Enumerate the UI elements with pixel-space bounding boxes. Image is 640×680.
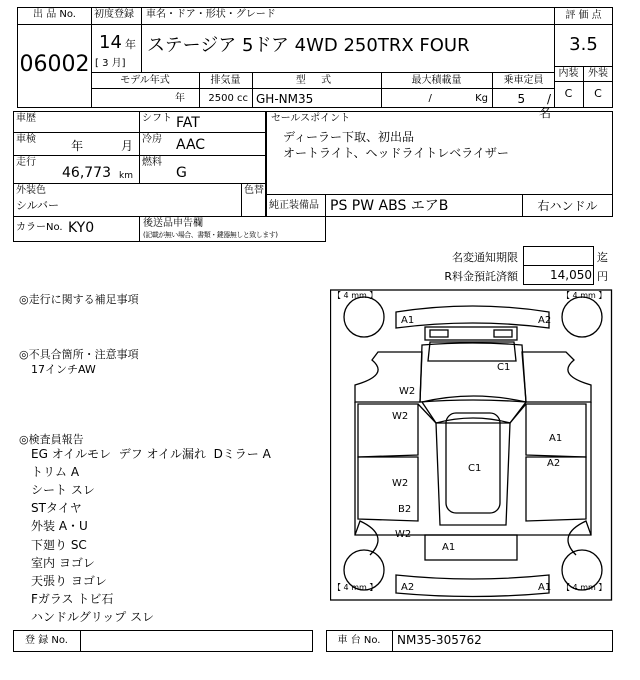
sales-point-label: セールスポイント [271, 113, 351, 124]
color-no-value: KY0 [68, 220, 95, 236]
inspector-item: 下廻り SC [31, 538, 87, 552]
inspector-item: Fガラス トビ石 [31, 592, 114, 606]
name-change-unit: 迄 [597, 251, 608, 264]
max-load-value: / Kg [428, 93, 488, 104]
sales-point-2: オートライト、ヘッドライトレベライザー [283, 146, 509, 160]
mark-left-rear: W2 [395, 529, 412, 540]
color-no-label: カラーNo. [16, 222, 63, 233]
sales-point-1: ディーラー下取、初出品 [283, 130, 415, 144]
shift-label: シフト [142, 113, 172, 124]
mark-left-rear-door: W2 [392, 478, 409, 489]
model-year-label: モデル年式 [120, 75, 170, 86]
recycle-value: 14,050 [550, 268, 592, 282]
car-name: ステージア 5ドア 4WD 250TRX FOUR [147, 35, 470, 56]
lot-number: 06002 [19, 52, 90, 77]
defect-item: 17インチAW [31, 363, 96, 376]
reg-no-label: 登 録 No. [25, 635, 68, 646]
inspector-item: STタイヤ [31, 501, 82, 515]
car-condition-diagram [330, 285, 614, 605]
mark-right-rear-door: A2 [547, 458, 561, 469]
mark-front-bumper-left: A1 [401, 315, 415, 326]
inspector-item: EG オイルモレ デフ オイル漏れ Dミラー A [31, 447, 271, 461]
exterior-label: 外装 [588, 68, 608, 79]
defects-label: ◎不具合箇所・注意事項 [19, 348, 139, 361]
history-label: 車歴 [16, 113, 36, 124]
inspector-item: ハンドルグリップ スレ [31, 610, 155, 624]
ac-value: AAC [176, 137, 206, 153]
score-value: 3.5 [569, 34, 598, 55]
mark-rear-hatch: A1 [442, 542, 456, 553]
color-change-label: 色替 [244, 185, 264, 196]
mark-left-quarter: B2 [398, 504, 412, 515]
year-unit: 年 [125, 38, 136, 51]
fuel-label: 燃料 [142, 157, 162, 168]
name-change-label: 名変通知期限 [452, 251, 518, 264]
mark-roof: C1 [468, 463, 482, 474]
shift-value: FAT [176, 115, 200, 131]
mark-hood: C1 [497, 362, 511, 373]
shaken-value: 年 月 [71, 139, 133, 153]
inspector-item: シート スレ [31, 483, 95, 497]
lot-label: 出 品 No. [33, 9, 76, 20]
fuel-value: G [176, 165, 187, 181]
color-value: シルバー [16, 199, 59, 212]
tire-front-left [344, 297, 384, 337]
driving-notes-label: ◎走行に関する補足事項 [19, 293, 139, 306]
tire-size-fr: 【 4 mm 】 [562, 291, 607, 300]
mark-right-front-door: A1 [549, 433, 563, 444]
type-label: 型 式 [295, 75, 338, 86]
handle-value: 右ハンドル [537, 199, 598, 213]
max-load-label: 最大積載量 [411, 75, 462, 86]
first-reg-month: [ 3 月] [95, 58, 126, 69]
mark-rear-bumper-left: A2 [401, 582, 415, 593]
interior-score: C [564, 87, 573, 100]
inspector-item: 天張り ヨゴレ [31, 574, 107, 588]
interior-label: 内装 [558, 68, 579, 79]
tire-size-rl: 【 4 mm 】 [333, 583, 378, 592]
first-reg-year: 14 [99, 32, 122, 53]
shaken-label: 車検 [16, 134, 36, 145]
chassis-no-label: 車 台 No. [337, 635, 381, 646]
tire-front-right [562, 297, 602, 337]
mark-front-bumper-right: A2 [538, 315, 552, 326]
capacity-label: 乗車定員 [503, 75, 544, 86]
inspector-item: 室内 ヨゴレ [31, 556, 95, 570]
capacity-value: 5 / 名 [517, 92, 551, 120]
docs-note: (記載が無い場合、書類・鍵器無しと致します) [143, 231, 278, 239]
chassis-no-value: NM35-305762 [397, 633, 482, 647]
inspector-item: 外装 A・U [31, 519, 88, 533]
mileage-label: 走行 [16, 157, 36, 168]
options-label: 純正装備品 [269, 200, 319, 211]
tire-size-rr: 【 4 mm 】 [562, 583, 607, 592]
mileage-value: 46,773 [62, 165, 111, 181]
displacement-value: 2500 cc [208, 93, 248, 104]
mark-left-fender: W2 [399, 386, 416, 397]
mark-rear-bumper-right: A1 [538, 582, 552, 593]
tire-fl-value: 4 [343, 291, 349, 300]
recycle-unit: 円 [597, 270, 608, 283]
tire-size-fl: 【 4 mm 】 [333, 291, 378, 300]
inspector-label: ◎検査員報告 [19, 433, 84, 446]
score-label: 評 価 点 [565, 10, 602, 21]
exterior-score: C [594, 87, 602, 100]
model-year-value: 年 [175, 93, 185, 104]
docs-label: 後送品申告欄 [143, 218, 203, 229]
options-value: PS PW ABS エアB [330, 198, 449, 214]
color-label: 外装色 [16, 185, 46, 196]
mark-left-front-door: W2 [392, 411, 409, 422]
car-desc-label: 車名・ドア・形状・グレード [146, 9, 276, 20]
ac-label: 冷房 [142, 134, 162, 145]
mileage-unit: km [119, 171, 133, 181]
name-change-box [523, 246, 594, 266]
inspector-item: トリム A [31, 465, 80, 479]
recycle-label: R料金預託済額 [444, 270, 518, 283]
type-value: GH-NM35 [256, 92, 314, 106]
first-reg-label: 初度登録 [94, 9, 134, 20]
displacement-label: 排気量 [210, 75, 241, 86]
